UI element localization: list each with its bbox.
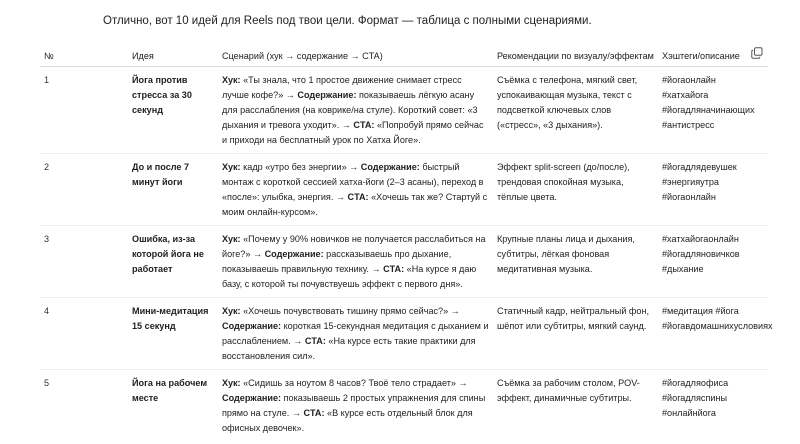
cta-label: CTA:	[304, 336, 326, 346]
hook-text: «Хочешь почувствовать тишину прямо сейчас?» →	[240, 306, 460, 316]
header-num: №	[40, 38, 128, 67]
hook-label: Хук:	[222, 234, 241, 244]
content-label: Содержание:	[222, 321, 282, 331]
cta-text: «В курсе есть отдельный блок для офисных девочек».	[222, 408, 473, 433]
reels-ideas-table	[40, 38, 773, 441]
row-num: 4	[40, 298, 128, 370]
header-scenario: Сценарий (хук → содержание → CTA)	[218, 38, 493, 67]
content-label: Содержание:	[360, 162, 420, 172]
copy-icon[interactable]	[751, 47, 763, 59]
content-text: быстрый монтаж с короткой сессией хатха-йоги (2–3 асаны), переход в «после»: улыбка, энергия. →	[222, 162, 484, 202]
table-row	[40, 226, 768, 298]
row-idea: Ошибка, из-за которой йога не работает	[128, 226, 218, 298]
row-recommend: Съёмка за рабочим столом, POV-эффект, динамичные субтитры.	[497, 378, 640, 403]
table-row	[40, 154, 768, 226]
content-text: короткая 15-секундная медитация с дыханием и расслаблением. →	[222, 321, 489, 346]
cta-label: CTA:	[353, 120, 375, 130]
row-recommend: Эффект split-screen (до/после), трендовая спокойная музыка, тёплые цвета.	[493, 154, 658, 226]
content-label: Содержание:	[222, 393, 282, 403]
content-text: показываешь лёгкую асану для расслабления (на коврике/на стуле). Короткий совет: «3 дыхания и тревога уходит». →	[222, 90, 478, 130]
content-text: рассказываешь про дыхание, показываешь правильную технику. →	[222, 249, 452, 274]
row-idea: Мини-медитация 15 секунд	[128, 298, 218, 370]
table-header-row	[40, 38, 768, 67]
cta-text: «На курсе я даю базу, с которой ты почувствуешь эффект с первого дня».	[222, 264, 477, 289]
hook-text: кадр «утро без энергии» →	[240, 162, 361, 172]
intro-text: Отлично, вот 10 идей для Reels под твои цели. Формат — таблица с полными сценариями.	[103, 15, 592, 27]
row-scenario	[218, 370, 493, 442]
table-row	[40, 298, 768, 370]
hook-label: Хук:	[222, 378, 241, 388]
hook-text: «Сидишь за ноутом 8 часов? Твоё тело страдает» →	[240, 378, 468, 388]
row-tags: #медитация #йога #йогавдомашнихусловиях	[658, 298, 768, 370]
row-scenario	[218, 298, 493, 370]
cta-label: CTA:	[383, 264, 405, 274]
hook-label: Хук:	[222, 75, 241, 85]
row-scenario	[218, 226, 493, 298]
hook-label: Хук:	[222, 162, 241, 172]
row-tags: #йогаонлайн #хатхайога #йогадляначинающих #антистресс	[658, 67, 768, 154]
hook-text: «Почему у 90% новичков не получается расслабиться на йоге?» →	[222, 234, 486, 259]
content-text: показываешь 2 простых упражнения для спины прямо на стуле. →	[222, 393, 486, 418]
row-idea: Йога на рабочем месте	[132, 378, 208, 403]
row-num: 3	[40, 226, 128, 298]
cta-text: «Хочешь так же? Стартуй с моим онлайн-курсом».	[222, 192, 488, 217]
row-num: 5	[44, 378, 50, 388]
table-row	[40, 370, 768, 442]
row-num: 1	[40, 67, 128, 154]
hook-label: Хук:	[222, 306, 241, 316]
cta-text: «Попробуй прямо сейчас и приходи на бесплатный урок по Хатха Йоге».	[222, 120, 484, 145]
row-idea: До и после 7 минут йоги	[128, 154, 218, 226]
row-tags: #йогадлядевушек #энергияутра #йогаонлайн	[658, 154, 768, 226]
header-tags: Хэштеги/описание	[658, 38, 768, 67]
cta-label: CTA:	[303, 408, 325, 418]
row-tags: #йогадляофиса #йогадляспины #онлайнйога	[662, 378, 729, 418]
row-tags: #хатхайогаонлайн #йогадляновичков #дыхание	[658, 226, 768, 298]
row-recommend: Крупные планы лица и дыхания, субтитры, лёгкая фоновая медитативная музыка.	[493, 226, 658, 298]
content-label: Содержание:	[297, 90, 357, 100]
row-recommend: Статичный кадр, нейтральный фон, шёпот или субтитры, мягкий саунд.	[493, 298, 658, 370]
row-num: 2	[40, 154, 128, 226]
hook-text: «Ты знала, что 1 простое движение снимает стресс лучше кофе?» →	[222, 75, 462, 100]
header-recommend: Рекомендации по визуалу/эффектам	[493, 38, 658, 67]
content-label: Содержание:	[264, 249, 324, 259]
cta-label: CTA:	[347, 192, 369, 202]
table-row	[40, 67, 768, 154]
row-recommend: Съёмка с телефона, мягкий свет, успокаивающая музыка, текст с подсветкой ключевых слов («стресс», «3 дыхания»).	[493, 67, 658, 154]
cta-text: «На курсе есть такие практики для восстановления сил».	[222, 336, 476, 361]
header-idea: Идея	[128, 38, 218, 67]
row-scenario	[218, 154, 493, 226]
row-idea: Йога против стресса за 30 секунд	[128, 67, 218, 154]
row-scenario	[218, 67, 493, 154]
